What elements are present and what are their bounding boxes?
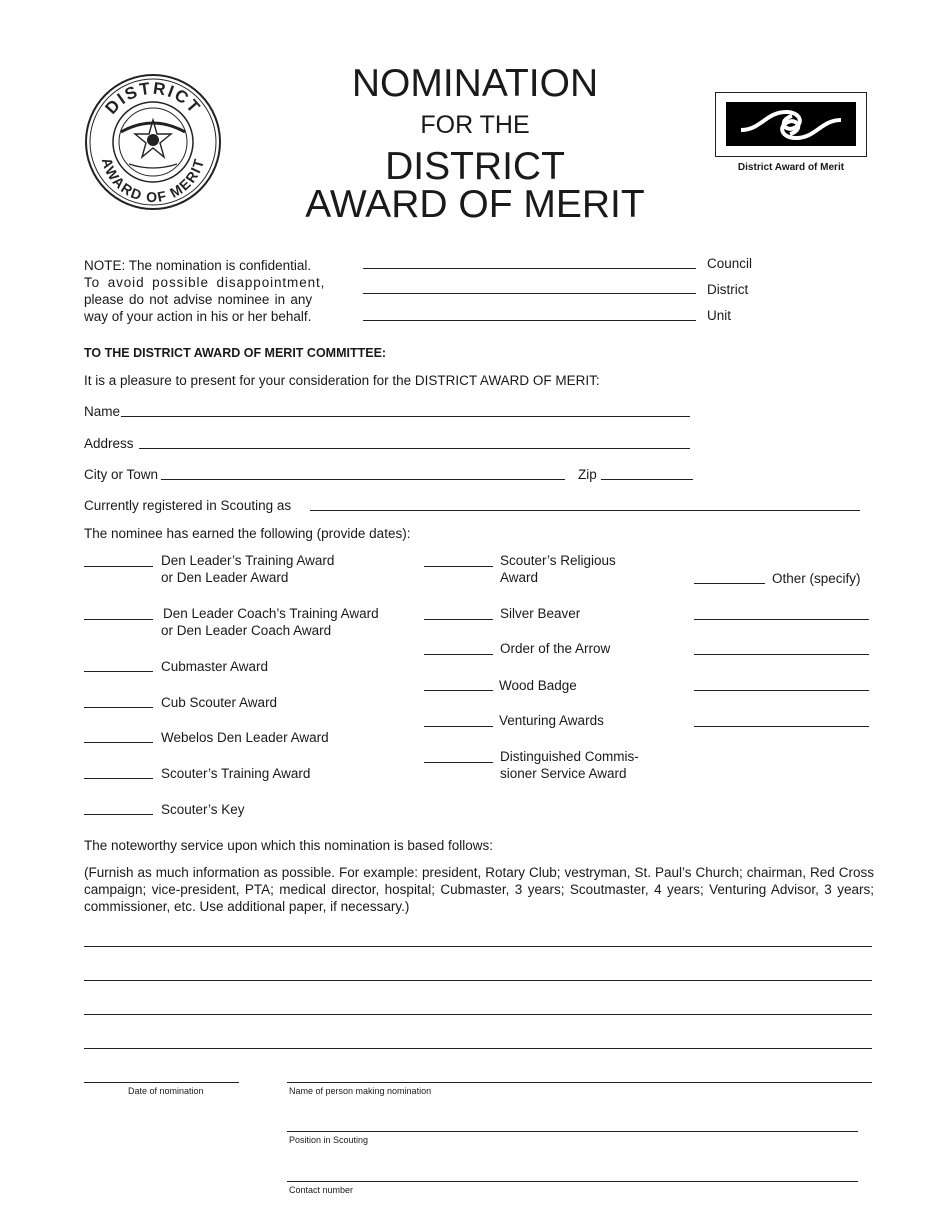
square-knot-icon bbox=[726, 102, 856, 146]
unit-label: Unit bbox=[707, 308, 732, 323]
city-input[interactable] bbox=[161, 479, 565, 480]
position-input[interactable] bbox=[287, 1131, 858, 1132]
other-specify-input[interactable] bbox=[694, 654, 869, 655]
other-specify-input[interactable] bbox=[694, 690, 869, 691]
other-label: Other (specify) bbox=[772, 571, 861, 586]
award-date-input[interactable] bbox=[84, 707, 153, 708]
address-label: Address bbox=[84, 436, 134, 451]
note-line-1: NOTE: The nomination is confidential. bbox=[84, 258, 312, 273]
name-label: Name bbox=[84, 404, 121, 419]
zip-label: Zip bbox=[578, 467, 597, 482]
award-label-line2: or Den Leader Coach Award bbox=[161, 623, 332, 638]
other-specify-input[interactable] bbox=[694, 619, 869, 620]
award-label: Order of the Arrow bbox=[500, 641, 611, 656]
contact-number-label: Contact number bbox=[289, 1185, 354, 1195]
award-label: Cub Scouter Award bbox=[161, 695, 278, 710]
award-label-line2: Award bbox=[500, 570, 539, 585]
emblem-caption: District Award of Merit bbox=[737, 162, 845, 173]
award-label: Scouter’s Key bbox=[161, 802, 245, 817]
award-date-input[interactable] bbox=[424, 619, 493, 620]
award-label: Venturing Awards bbox=[499, 713, 604, 728]
nominator-name-input[interactable] bbox=[287, 1082, 872, 1083]
title-district: DISTRICT bbox=[385, 145, 565, 188]
award-date-input[interactable] bbox=[84, 778, 153, 779]
service-input-line[interactable] bbox=[84, 946, 872, 947]
intro-text: It is a pleasure to present for your consideration for the DISTRICT AWARD OF MERIT: bbox=[84, 373, 600, 388]
award-date-input[interactable] bbox=[84, 671, 153, 672]
date-of-nomination-input[interactable] bbox=[84, 1082, 239, 1083]
award-date-input[interactable] bbox=[424, 654, 493, 655]
district-label: District bbox=[707, 282, 749, 297]
other-specify-input[interactable] bbox=[694, 726, 869, 727]
zip-input[interactable] bbox=[601, 479, 693, 480]
address-input[interactable] bbox=[139, 448, 690, 449]
other-date-input[interactable] bbox=[694, 583, 765, 584]
award-label: Distinguished Commis- bbox=[500, 749, 639, 764]
note-line-2: To avoid possible disappointment, bbox=[84, 275, 326, 290]
knot-emblem-frame bbox=[715, 92, 867, 157]
award-label-line2: sioner Service Award bbox=[500, 766, 627, 781]
award-date-input[interactable] bbox=[424, 762, 493, 763]
award-date-input[interactable] bbox=[84, 814, 153, 815]
award-date-input[interactable] bbox=[424, 566, 493, 567]
service-input-line[interactable] bbox=[84, 980, 872, 981]
unit-input[interactable] bbox=[363, 320, 696, 321]
position-label: Position in Scouting bbox=[289, 1135, 369, 1145]
registered-label: Currently registered in Scouting as bbox=[84, 498, 292, 513]
award-label: Webelos Den Leader Award bbox=[161, 730, 329, 745]
seal-bottom-text: AWARD OF MERIT bbox=[98, 155, 208, 206]
title-award-of-merit: AWARD OF MERIT bbox=[305, 183, 645, 226]
service-instructions: (Furnish as much information as possible. For example: president, Rotary Club; vestryman, St. Paul’s Church; chairman, Red Cross campaign; vice-president, PTA; medical director, hospital; Cubmaster, 3 years; Scoutmaster, 4 years; Venturing Advisor, 3 years; commissioner, etc. Use additional paper, if necessary.) bbox=[84, 865, 874, 914]
service-heading: The noteworthy service upon which this nomination is based follows: bbox=[84, 838, 493, 853]
earned-heading: The nominee has earned the following (provide dates): bbox=[84, 526, 411, 541]
award-label: Scouter’s Training Award bbox=[161, 766, 311, 781]
note-line-3: please do not advise nominee in any bbox=[84, 292, 313, 307]
award-date-input[interactable] bbox=[424, 690, 493, 691]
contact-number-input[interactable] bbox=[287, 1181, 858, 1182]
district-input[interactable] bbox=[363, 293, 696, 294]
award-label: Den Leader Coach’s Training Award bbox=[163, 606, 379, 621]
award-date-input[interactable] bbox=[84, 566, 153, 567]
award-date-input[interactable] bbox=[84, 742, 153, 743]
seal-top-text: DISTRICT bbox=[101, 78, 205, 118]
title-for-the: FOR THE bbox=[420, 111, 530, 139]
award-label: Den Leader’s Training Award bbox=[161, 553, 335, 568]
award-label: Cubmaster Award bbox=[161, 659, 269, 674]
date-of-nomination-label: Date of nomination bbox=[128, 1086, 204, 1096]
service-input-line[interactable] bbox=[84, 1014, 872, 1015]
award-date-input[interactable] bbox=[424, 726, 493, 727]
registered-input[interactable] bbox=[310, 510, 860, 511]
city-label: City or Town bbox=[84, 467, 159, 482]
award-label: Wood Badge bbox=[499, 678, 577, 693]
service-input-line[interactable] bbox=[84, 1048, 872, 1049]
award-date-input[interactable] bbox=[84, 619, 153, 620]
name-input[interactable] bbox=[121, 416, 690, 417]
award-label-line2: or Den Leader Award bbox=[161, 570, 289, 585]
committee-heading: TO THE DISTRICT AWARD OF MERIT COMMITTEE: bbox=[84, 346, 387, 360]
council-label: Council bbox=[707, 256, 753, 271]
nominator-name-label: Name of person making nomination bbox=[289, 1086, 432, 1096]
council-input[interactable] bbox=[363, 268, 696, 269]
award-label: Scouter’s Religious bbox=[500, 553, 616, 568]
award-label: Silver Beaver bbox=[500, 606, 581, 621]
title-nomination: NOMINATION bbox=[351, 62, 599, 105]
note-line-4: way of your action in his or her behalf. bbox=[84, 309, 312, 324]
